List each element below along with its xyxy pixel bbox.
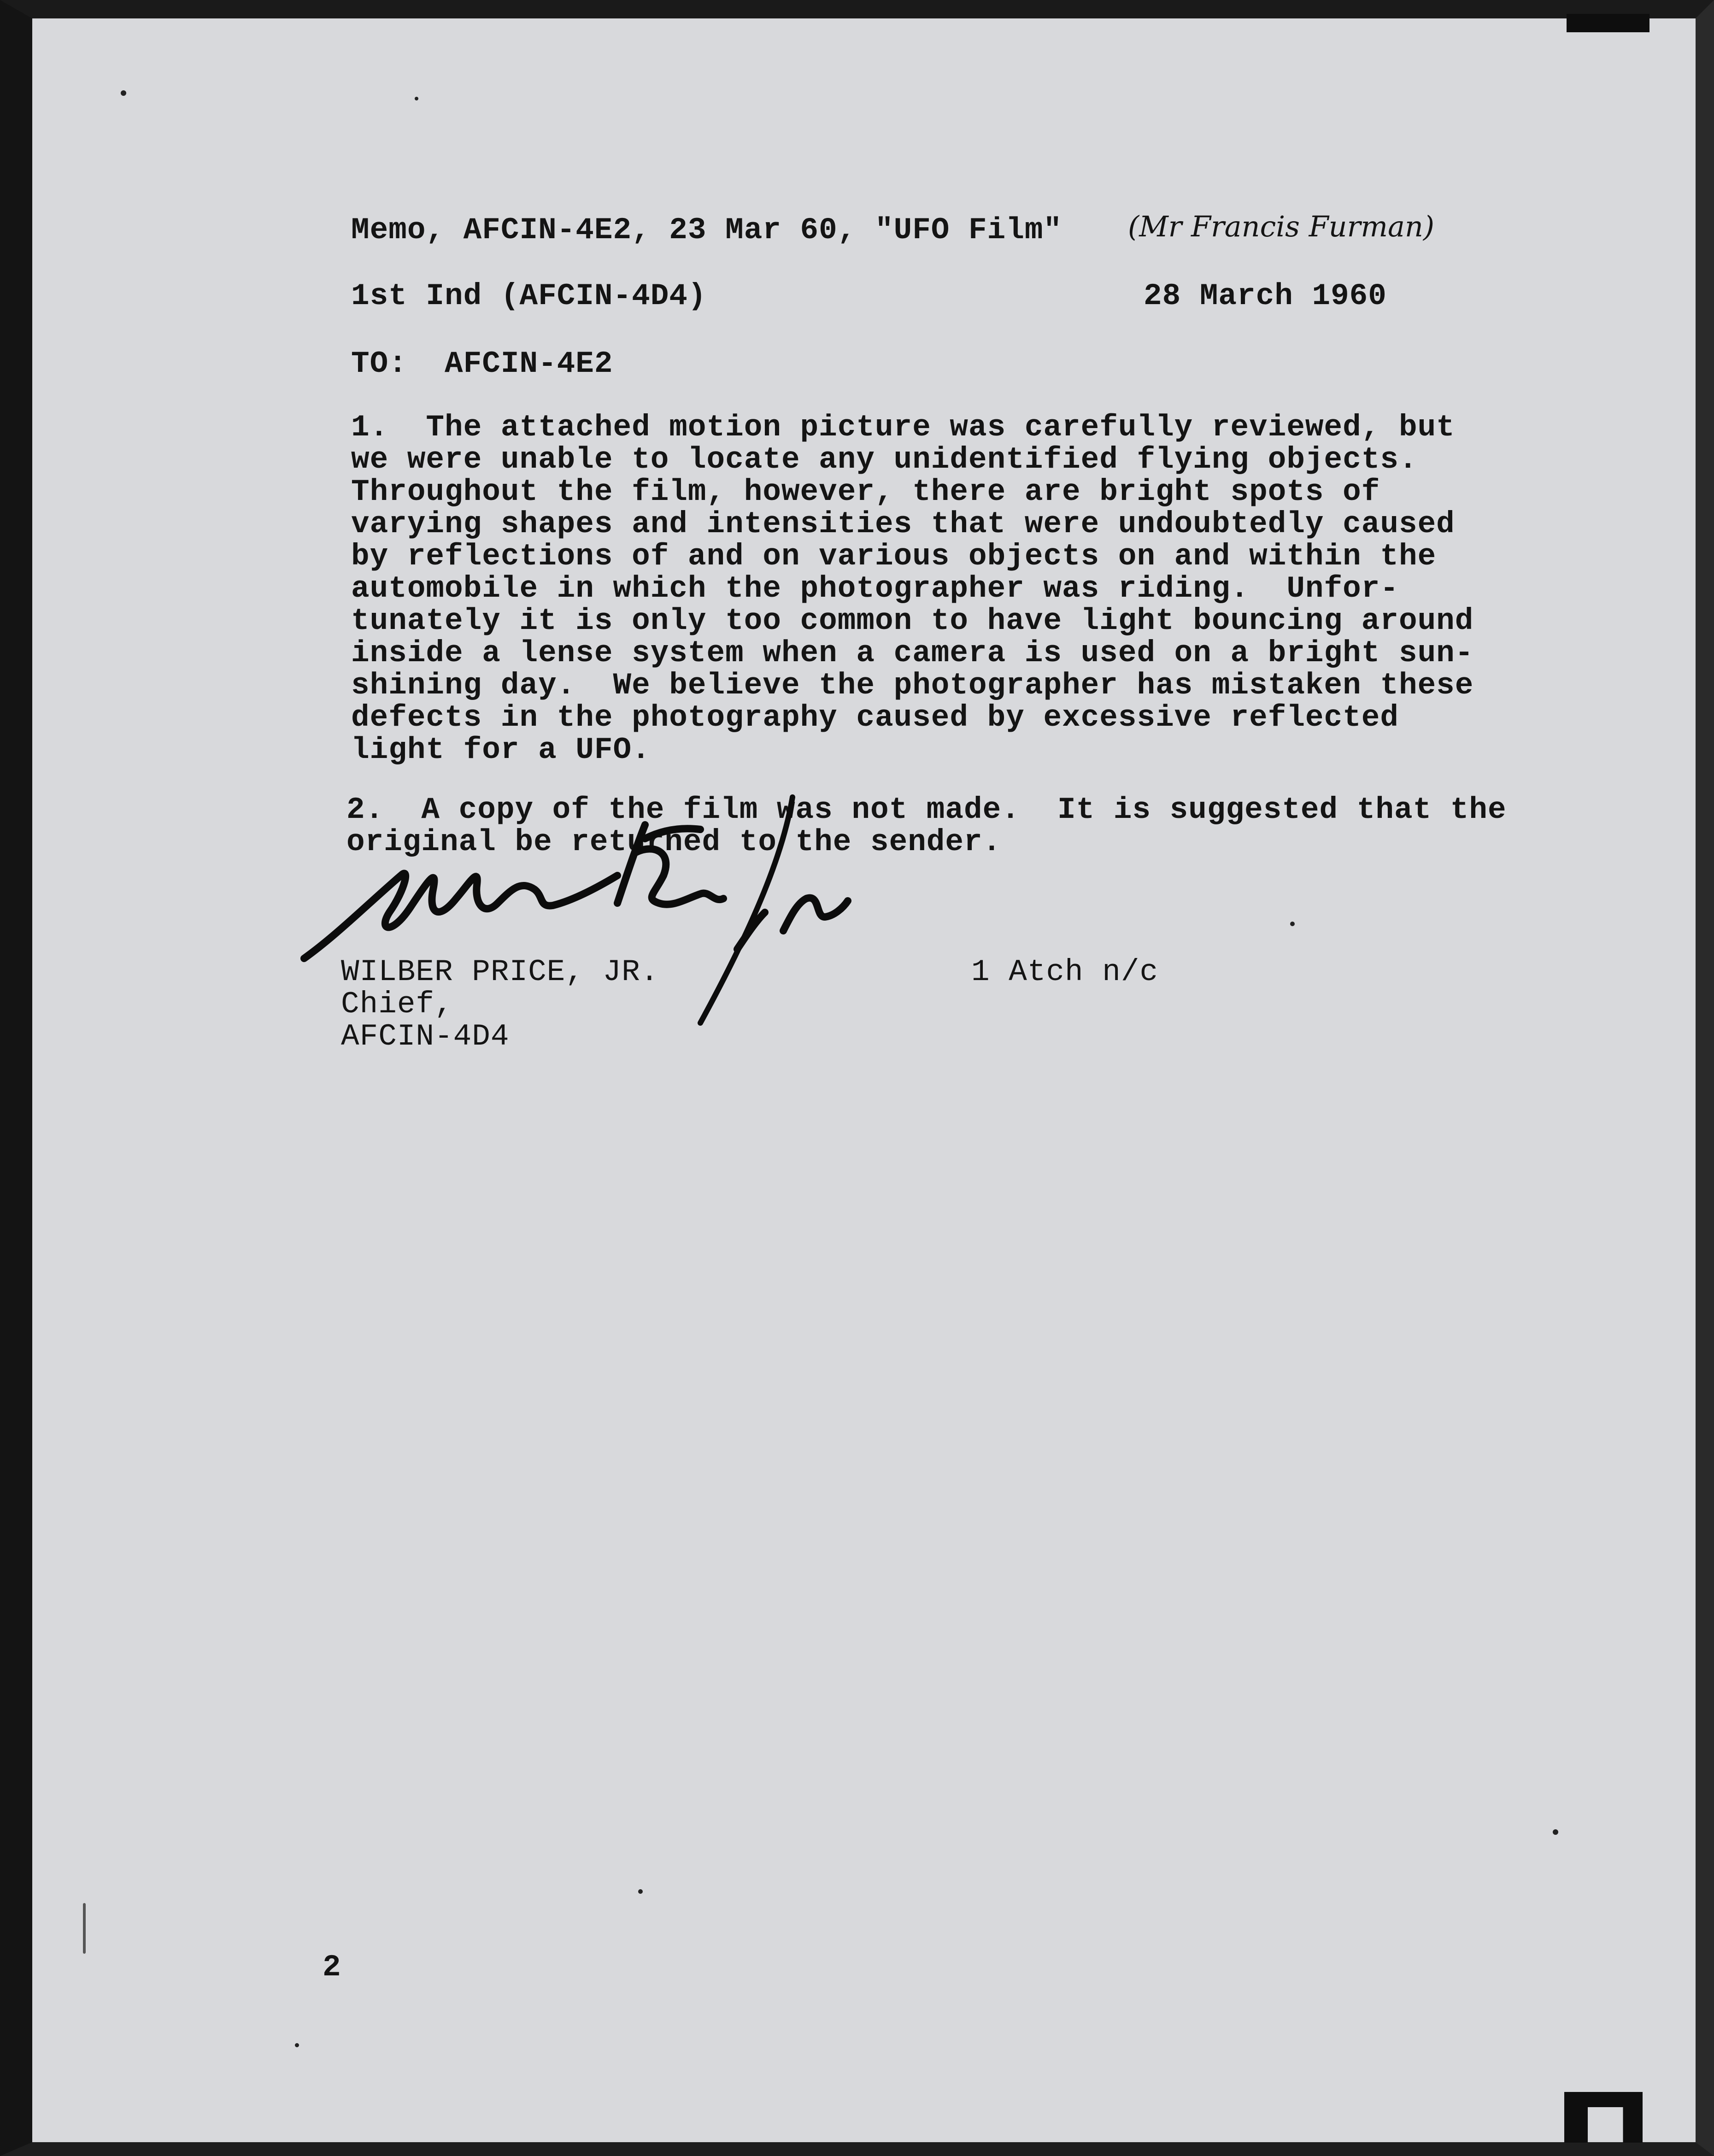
signer-office: AFCIN-4D4 bbox=[341, 1019, 510, 1054]
scan-speck bbox=[1290, 922, 1295, 926]
paragraph-1-line: we were unable to locate any unidentified flying objects. bbox=[351, 442, 1418, 477]
paragraph-1-line: 1. The attached motion picture was carefully reviewed, but bbox=[351, 410, 1455, 445]
paragraph-2-line: original be returned to the sender. bbox=[346, 825, 1002, 859]
scan-corner-mark-bottom bbox=[1564, 2092, 1643, 2143]
scan-speck bbox=[121, 90, 126, 96]
page-number: 2 bbox=[323, 1950, 341, 1985]
to-line: TO: AFCIN-4E2 bbox=[351, 347, 613, 381]
scan-speck bbox=[83, 1903, 86, 1954]
paragraph-1-line: shining day. We believe the photographer has mistaken these bbox=[351, 668, 1474, 703]
signer-title: Chief, bbox=[341, 987, 453, 1022]
scan-speck bbox=[295, 2043, 299, 2047]
paragraph-1-line: by reflections of and on various objects on and within the bbox=[351, 539, 1437, 574]
paragraph-1-line: varying shapes and intensities that were undoubtedly caused bbox=[351, 507, 1455, 541]
paragraph-2-line: 2. A copy of the film was not made. It is suggested that the bbox=[346, 793, 1507, 827]
scan-speck bbox=[638, 1889, 643, 1894]
scan-corner-mark-top bbox=[1567, 14, 1649, 32]
paragraph-1-line: defects in the photography caused by excessive reflected bbox=[351, 700, 1399, 735]
signer-name: WILBER PRICE, JR. bbox=[341, 955, 659, 989]
memo-date: 28 March 1960 bbox=[1144, 279, 1387, 313]
indorsement-line: 1st Ind (AFCIN-4D4) bbox=[351, 279, 707, 313]
paragraph-1-line: tunately it is only too common to have light bouncing around bbox=[351, 604, 1474, 638]
paragraph-1-line: Throughout the film, however, there are bright spots of bbox=[351, 475, 1380, 509]
scan-speck bbox=[415, 97, 418, 100]
handwritten-note: (Mr Francis Furman) bbox=[1128, 210, 1435, 243]
paragraph-1-line: inside a lense system when a camera is used on a bright sun- bbox=[351, 636, 1474, 670]
memo-subject-line: Memo, AFCIN-4E2, 23 Mar 60, "UFO Film" bbox=[351, 213, 1062, 247]
paragraph-1-line: light for a UFO. bbox=[351, 733, 651, 767]
paragraph-1-line: automobile in which the photographer was riding. Unfor- bbox=[351, 571, 1399, 606]
scan-speck bbox=[1553, 1829, 1558, 1835]
attachment-note: 1 Atch n/c bbox=[971, 955, 1159, 989]
